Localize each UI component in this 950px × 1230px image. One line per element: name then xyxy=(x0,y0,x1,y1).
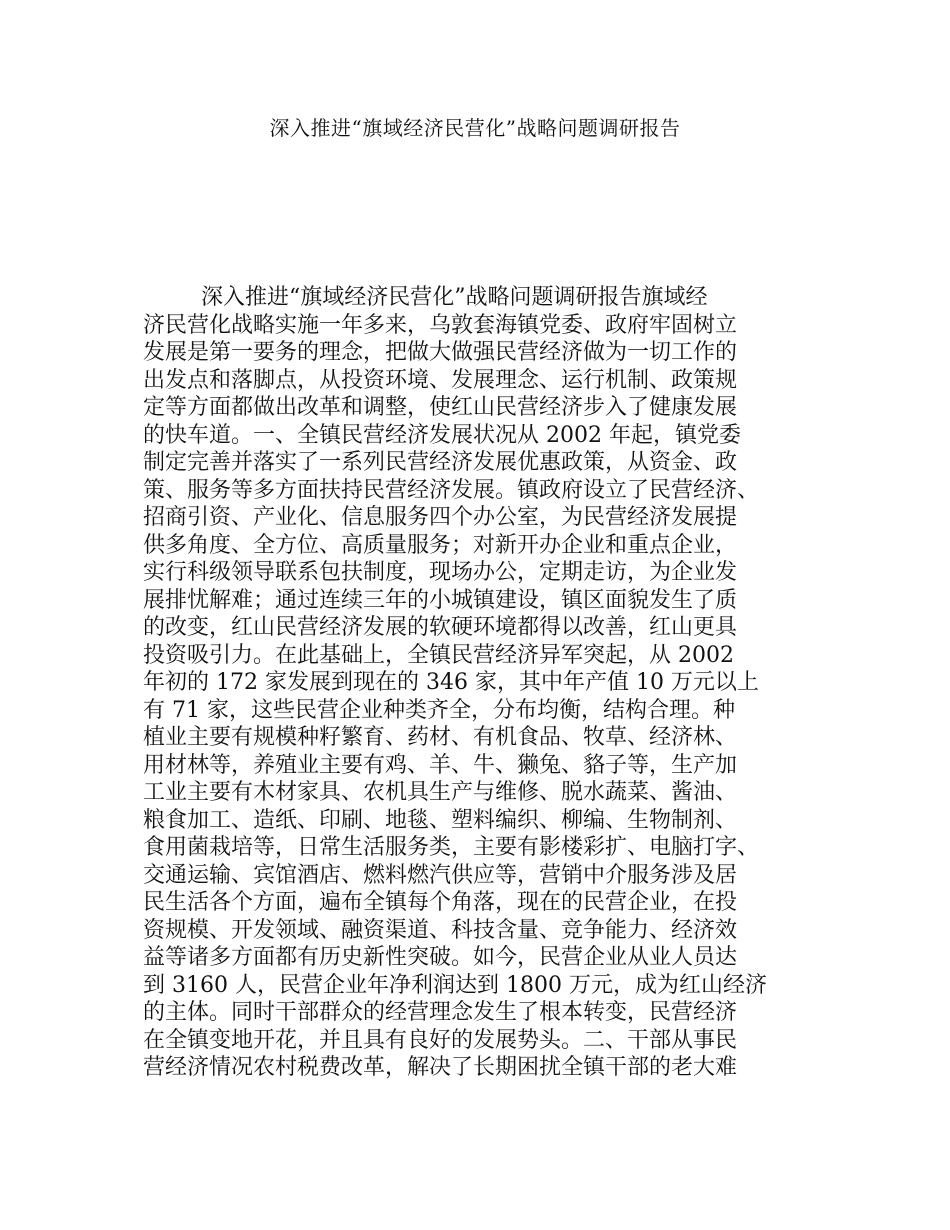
body-line: 展排忧解难；通过连续三年的小城镇建设，镇区面貌发生了质 xyxy=(143,587,738,613)
body-line: 用材林等，养殖业主要有鸡、羊、牛、獭兔、貉子等，生产加 xyxy=(143,752,738,778)
body-line: 工业主要有木材家具、农机具生产与维修、脱水蔬菜、酱油、 xyxy=(143,780,738,805)
document-title: 深入推进“旗域经济民营化”战略问题调研报告 xyxy=(269,116,681,140)
body-line: 的快车道。一、全镇民营经济发展状况从 2002 年起，镇党委 xyxy=(143,422,741,448)
body-line: 有 71 家，这些民营企业种类齐全，分布均衡，结构合理。种 xyxy=(143,697,735,723)
body-line: 供多角度、全方位、高质量服务；对新开办企业和重点企业， xyxy=(143,532,738,558)
body-line: 的改变，红山民营经济发展的软硬环境都得以改善，红山更具 xyxy=(143,615,738,640)
body-line: 食用菌栽培等，日常生活服务类，主要有影楼彩扩、电脑打字、 xyxy=(143,835,760,860)
body-line: 资规模、开发领域、融资渠道、科技含量、竞争能力、经济效 xyxy=(143,917,738,943)
body-line: 年初的 172 家发展到现在的 346 家，其中年产值 10 万元以上 xyxy=(143,670,759,695)
body-line: 深入推进“旗域经济民营化”战略问题调研报告旗域经 xyxy=(201,285,708,310)
body-line: 招商引资、产业化、信息服务四个办公室，为民营经济发展提 xyxy=(143,505,738,530)
body-line: 在全镇变地开花，并且具有良好的发展势头。二、干部从事民 xyxy=(143,1027,738,1053)
document-body xyxy=(143,284,823,1082)
body-line: 交通运输、宾馆酒店、燃料燃汽供应等，营销中介服务涉及居 xyxy=(143,862,738,888)
body-line: 到 3160 人，民营企业年净利润达到 1800 万元，成为红山经济 xyxy=(143,972,767,998)
body-line: 济民营化战略实施一年多来，乌敦套海镇党委、政府牢固树立 xyxy=(143,312,738,338)
body-line: 的主体。同时干部群众的经营理念发生了根本转变，民营经济 xyxy=(143,1000,738,1025)
body-line: 定等方面都做出改革和调整，使红山民营经济步入了健康发展 xyxy=(143,395,738,420)
body-line: 实行科级领导联系包扶制度，现场办公，定期走访，为企业发 xyxy=(143,560,738,585)
body-line: 营经济情况农村税费改革，解决了长期困扰全镇干部的老大难 xyxy=(143,1055,738,1080)
body-line: 益等诸多方面都有历史新性突破。如今，民营企业从业人员达 xyxy=(143,945,738,970)
body-line: 植业主要有规模种籽繁育、药材、有机食品、牧草、经济林、 xyxy=(143,725,738,750)
body-line: 投资吸引力。在此基础上，全镇民营经济异军突起，从 2002 xyxy=(143,642,734,668)
body-line: 粮食加工、造纸、印刷、地毯、塑料编织、柳编、生物制剂、 xyxy=(143,807,738,833)
body-line: 民生活各个方面，遍布全镇每个角落，现在的民营企业，在投 xyxy=(143,890,738,915)
body-line: 制定完善并落实了一系列民营经济发展优惠政策，从资金、政 xyxy=(143,450,738,475)
body-line: 策、服务等多方面扶持民营经济发展。镇政府设立了民营经济、 xyxy=(143,477,760,503)
body-line: 出发点和落脚点，从投资环境、发展理念、运行机制、政策规 xyxy=(143,367,738,393)
body-line: 发展是第一要务的理念，把做大做强民营经济做为一切工作的 xyxy=(143,340,738,365)
